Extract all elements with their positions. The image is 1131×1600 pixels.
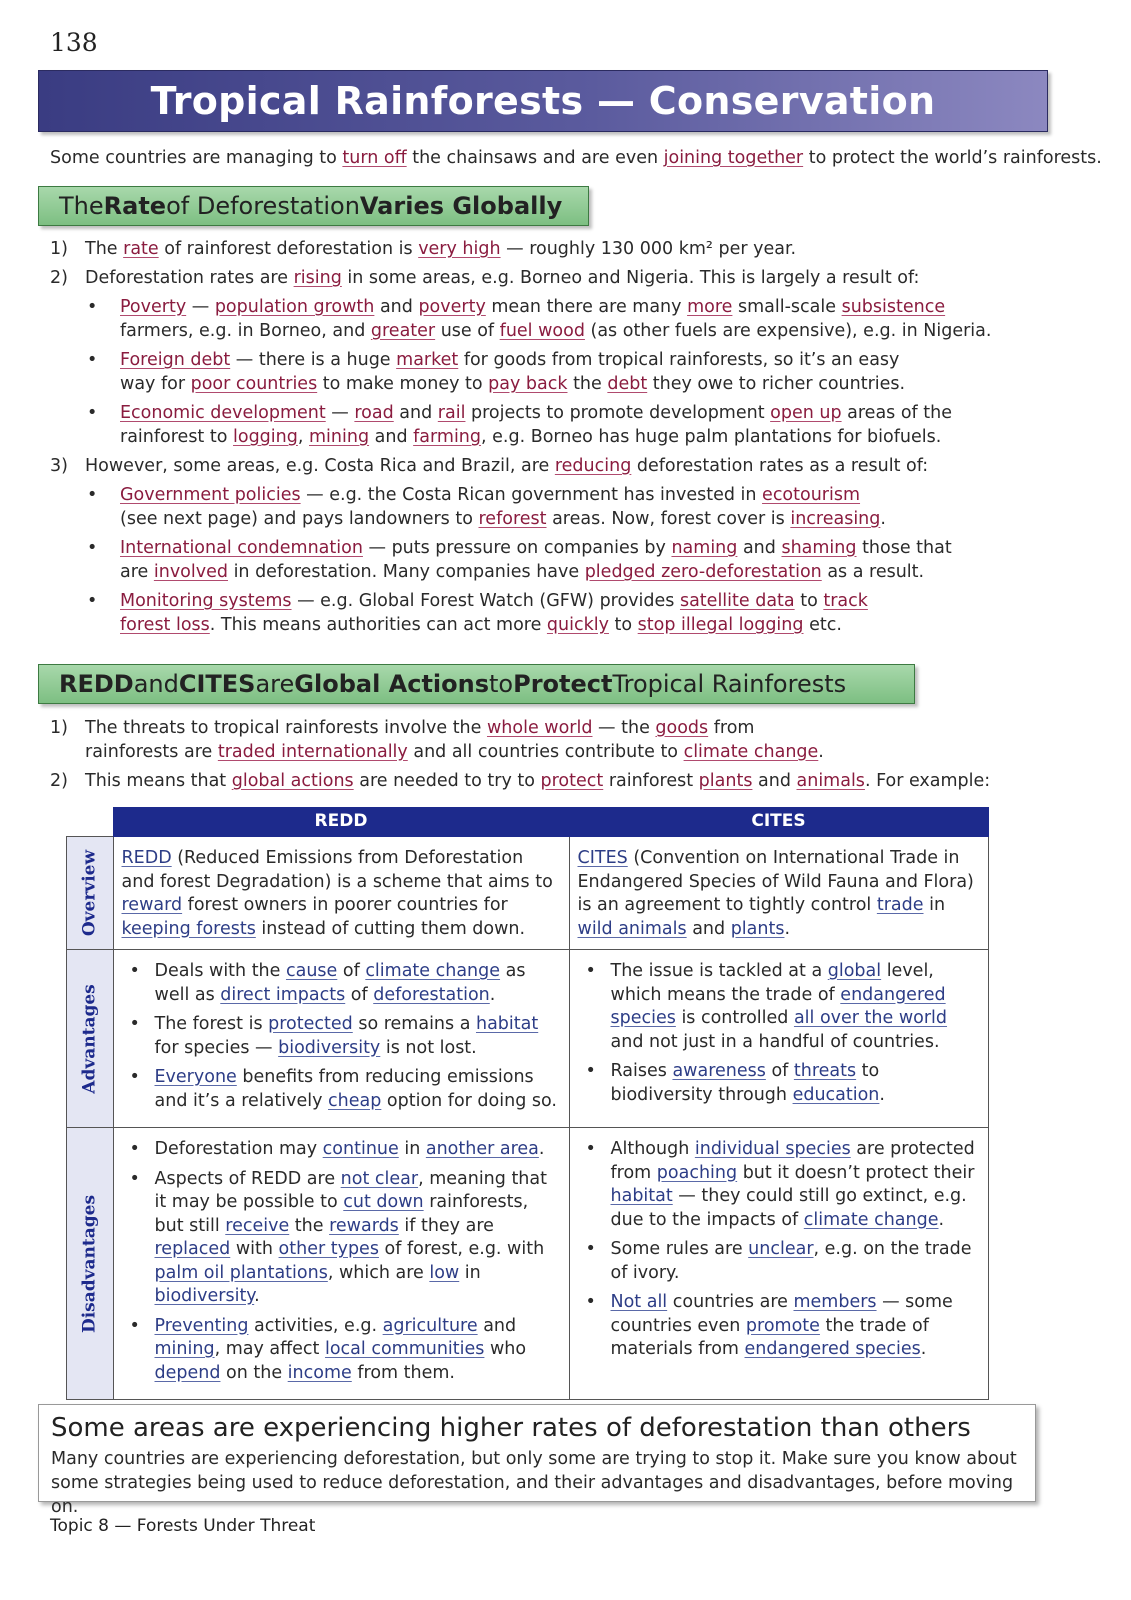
list-item: 1) The threats to tropical rainforests involve the whole world — the goods from rainforests are traded internationally and all countries contribute to climate change. — [50, 718, 824, 762]
redd-overview-cell: REDD (Reduced Emissions from Deforestation and forest Degradation) is a scheme that aims to reward forest owners in poorer countries for keeping forests instead of cutting them down. — [113, 837, 569, 950]
summary-heading: Some areas are experiencing higher rates of deforestation than others — [51, 1413, 971, 1443]
redd-cites-table — [66, 807, 989, 1400]
redd-disadvantages-cell: • Deforestation may continue in another area. • Aspects of REDD are not clear, meaning that it may be possible to cut down rainforests, but still receive the rewards if they are replaced with other types of forest, e.g. with palm oil plantations, which are low in biodiversity. • Preventing activities, e.g. agriculture and mining, may affect local communities who depend on the income from them. — [113, 1128, 569, 1400]
summary-box — [38, 1404, 1036, 1517]
row-label-overview: Overview — [67, 837, 114, 950]
intro-text: Some countries are managing to turn off the chainsaws and are even joining together to protect the world’s rainforests. — [50, 148, 1102, 168]
cites-disadvantages-cell: • Although individual species are protected from poaching but it doesn’t protect their habitat — they could still go extinct, e.g. due to the impacts of climate change. • Some rules are unclear, e.g. on the trade of ivory. • Not all countries are members — some countries even promote the trade of materials from endangered species. — [569, 1128, 988, 1400]
page-title: Tropical Rainforests — Conservation — [150, 79, 936, 123]
column-header-redd: REDD — [113, 808, 569, 837]
page-number: 138 — [50, 28, 98, 57]
list-item: • International condemnation — puts pressure on companies by naming and shaming those that are involved in deforestation. Many companies have pledged zero-deforestation as a result. — [85, 536, 1050, 584]
row-label-disadvantages: Disadvantages — [67, 1128, 114, 1400]
list-item: 2) Deforestation rates are rising in some areas, e.g. Borneo and Nigeria. This is largely a result of: — [50, 268, 920, 288]
redd-advantages-cell: • Deals with the cause of climate change as well as direct impacts of deforestation. • The forest is protected so remains a habitat for species — biodiversity is not lost. • Everyone benefits from reducing emissions and it’s a relatively cheap option for doing so. — [113, 950, 569, 1128]
title-banner — [38, 70, 1048, 132]
list-item: • Government policies — e.g. the Costa Rican government has invested in ecotourism (see next page) and pays landowners to reforest areas. Now, forest cover is increasing. — [85, 483, 1050, 531]
list-item: • Poverty — population growth and poverty mean there are many more small-scale subsistence farmers, e.g. in Borneo, and greater use of fuel wood (as other fuels are expensive), e.g. in Nigeria. — [85, 295, 1050, 343]
list-item: 3) However, some areas, e.g. Costa Rica and Brazil, are reducing deforestation rates as a result of: — [50, 456, 929, 476]
footer: Topic 8 — Forests Under Threat — [50, 1516, 316, 1536]
list-item: 2) This means that global actions are needed to try to protect rainforest plants and animals. For example: — [50, 771, 991, 791]
global-actions-list — [50, 716, 1050, 798]
column-header-cites: CITES — [569, 808, 988, 837]
list-item: • Foreign debt — there is a huge market for goods from tropical rainforests, so it’s an easy way for poor countries to make money to pay back the debt they owe to richer countries. — [85, 348, 1050, 396]
cites-advantages-cell: • The issue is tackled at a global level, which means the trade of endangered species is controlled all over the world and not just in a handful of countries. • Raises awareness of threats to biodiversity through education. — [569, 950, 988, 1128]
list-item: • Monitoring systems — e.g. Global Forest Watch (GFW) provides satellite data to track forest loss. This means authorities can act more quickly to stop illegal logging etc. — [85, 589, 1050, 637]
deforestation-list — [50, 237, 1050, 642]
list-item: • Economic development — road and rail projects to promote development open up areas of the rainforest to logging, mining and farming, e.g. Borneo has huge palm plantations for biofuels. — [85, 401, 1050, 449]
section-heading-rate: The Rate of Deforestation Varies Globally — [38, 186, 589, 226]
list-item: 1) The rate of rainforest deforestation is very high — roughly 130 000 km² per year. — [50, 239, 797, 259]
cites-overview-cell: CITES (Convention on International Trade in Endangered Species of Wild Fauna and Flora) is an agreement to tightly control trade in wild animals and plants. — [569, 837, 988, 950]
row-label-advantages: Advantages — [67, 950, 114, 1128]
section-heading-redd-cites: REDD and CITES are Global Actions to Protect Tropical Rainforests — [38, 664, 915, 704]
summary-body: Many countries are experiencing deforestation, but only some are trying to stop it. Make sure you know about some strategies being used to reduce deforestation, and their advantages and disadvantages, before moving on. — [51, 1449, 1017, 1517]
